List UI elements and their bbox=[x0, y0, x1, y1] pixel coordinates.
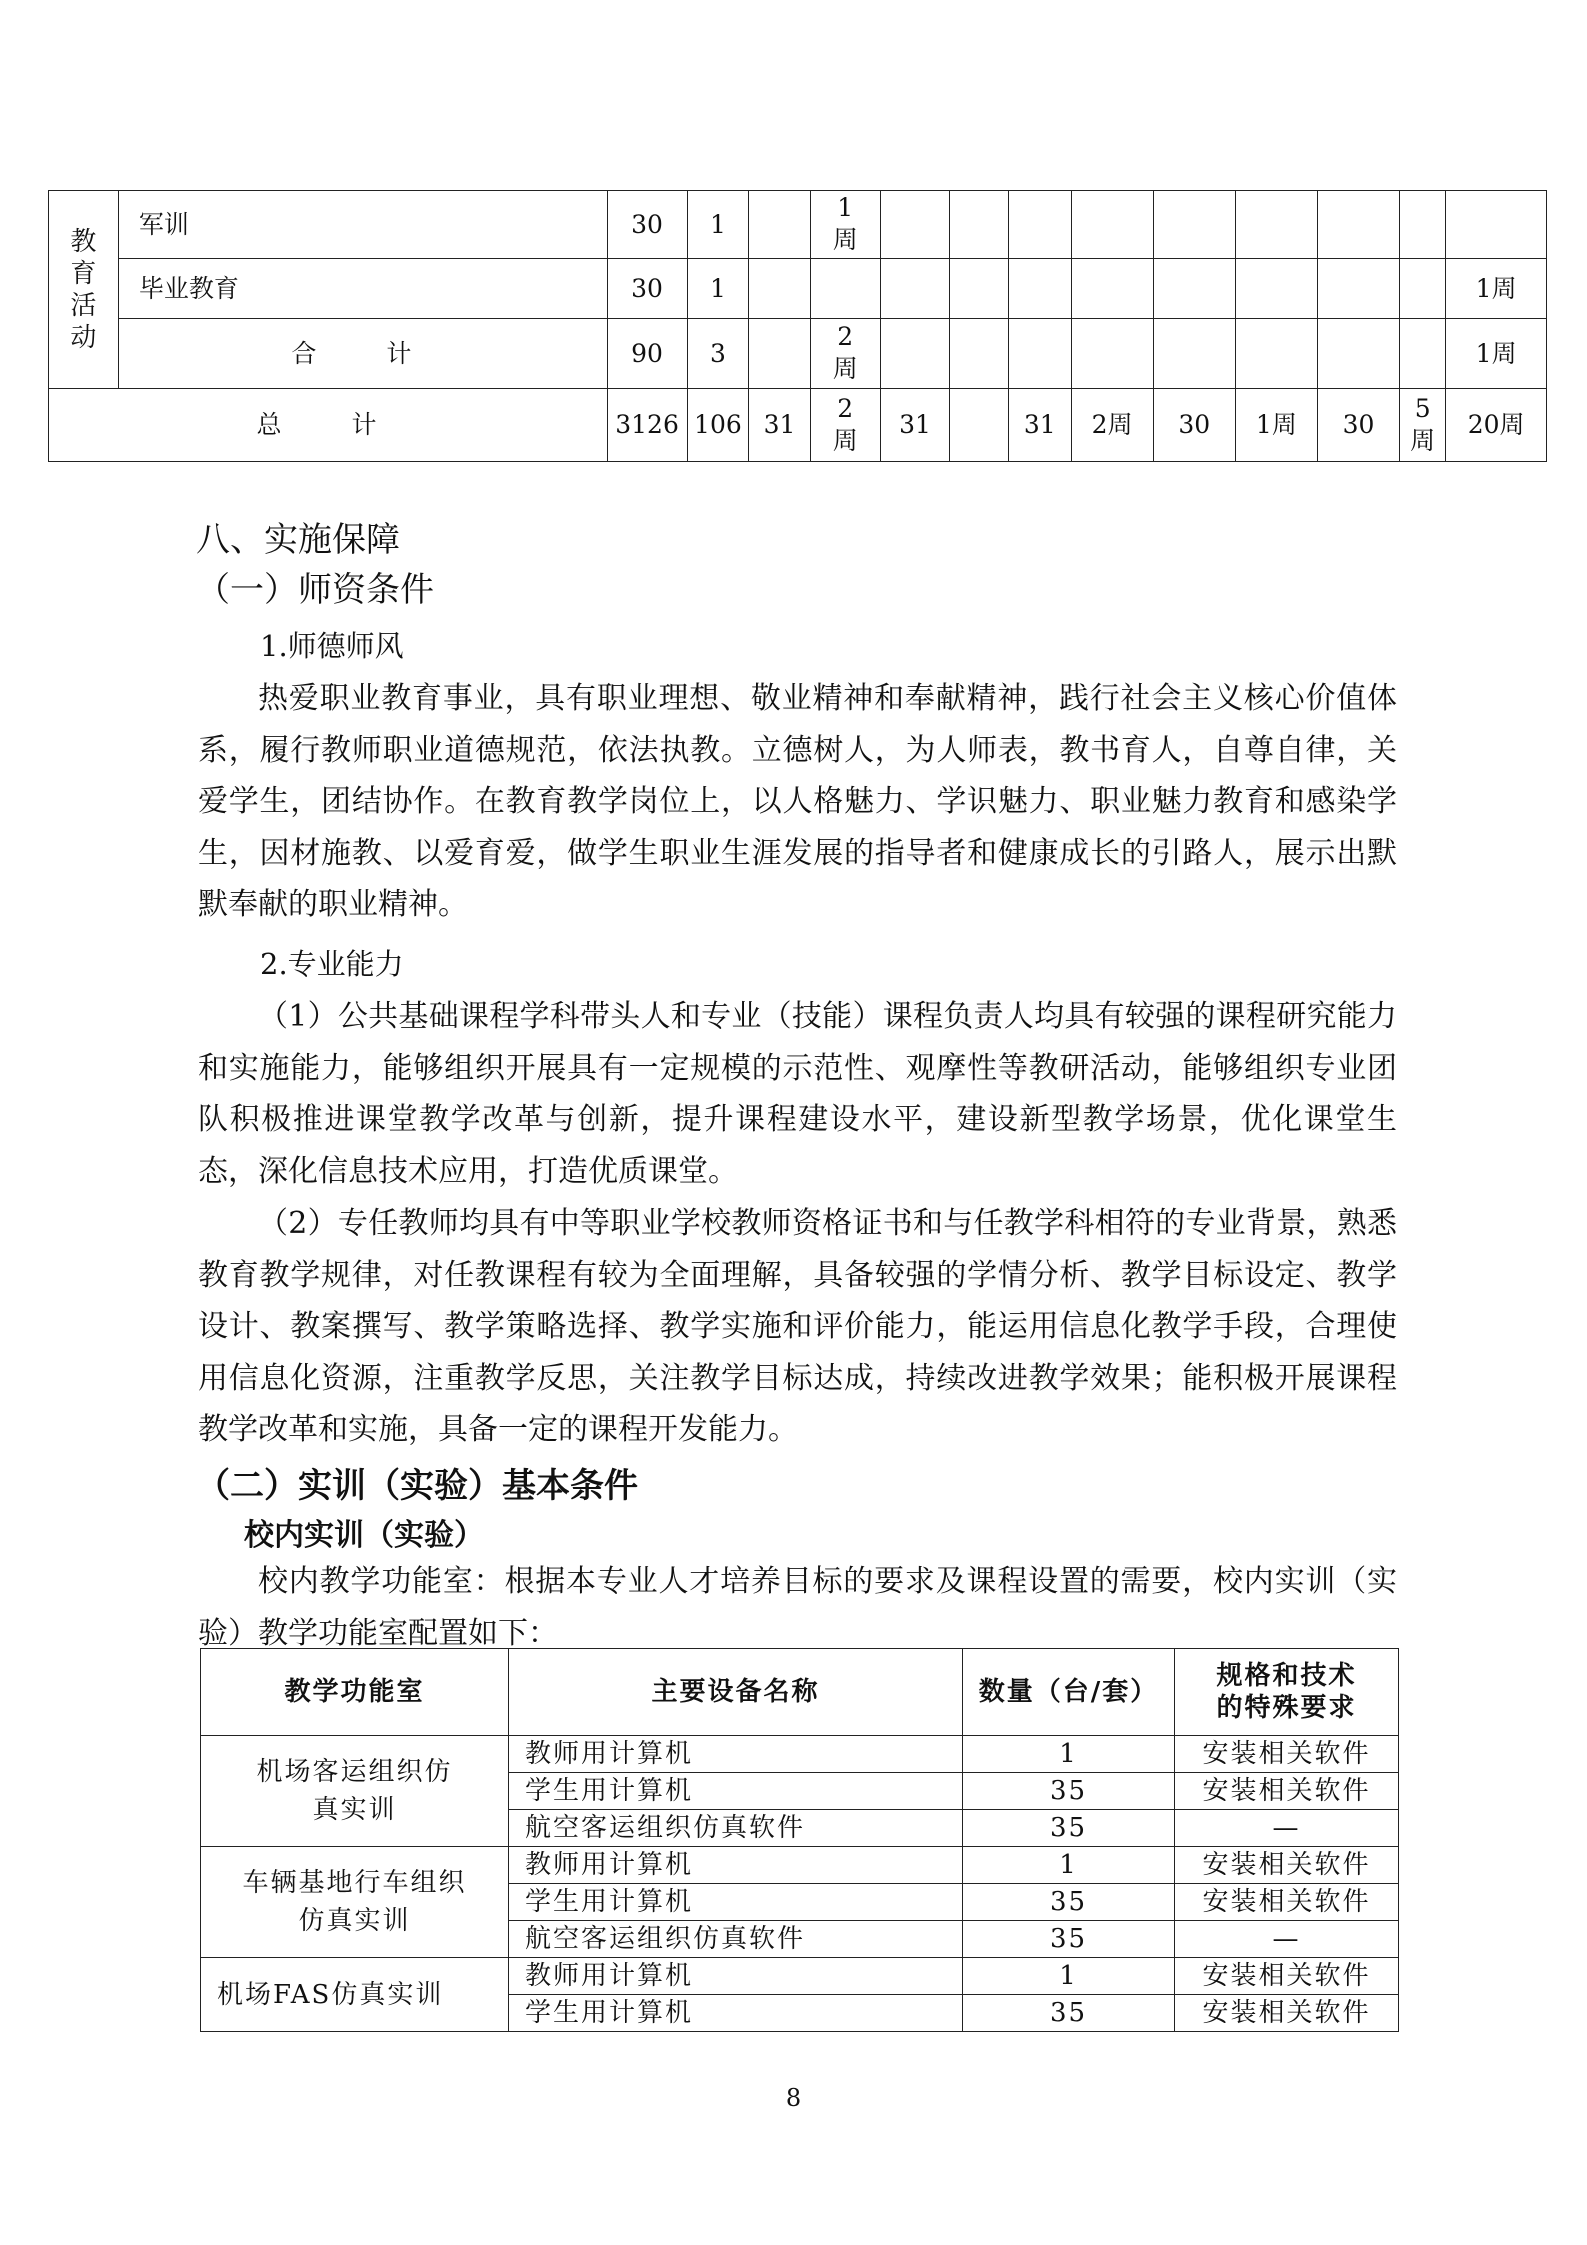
table-row bbox=[49, 319, 1547, 389]
cell bbox=[1235, 191, 1317, 259]
cell bbox=[810, 259, 880, 319]
cell: 30 bbox=[1317, 389, 1399, 462]
quantity-cell: 35 bbox=[963, 1884, 1175, 1921]
spec-cell: 安装相关软件 bbox=[1175, 1773, 1399, 1810]
room-name-cell: 机场FAS仿真实训 bbox=[201, 1958, 509, 2032]
section-heading: 八、实施保障 bbox=[196, 520, 400, 560]
room-name-cell: 车辆基地行车组织仿真实训 bbox=[201, 1847, 509, 1958]
total-row bbox=[49, 389, 1547, 462]
column-header: 教学功能室 bbox=[201, 1649, 509, 1736]
cell bbox=[950, 319, 1009, 389]
cell: 1 bbox=[687, 191, 749, 259]
spec-cell: — bbox=[1175, 1810, 1399, 1847]
cell bbox=[1400, 191, 1446, 259]
subsection-heading-faculty: （一）师资条件 bbox=[196, 570, 434, 610]
table-row bbox=[49, 191, 1547, 259]
cell bbox=[1153, 191, 1235, 259]
equipment-name-cell: 航空客运组织仿真软件 bbox=[509, 1810, 963, 1847]
table-header-row bbox=[201, 1649, 1399, 1736]
room-name-cell: 机场客运组织仿真实训 bbox=[201, 1736, 509, 1847]
cell bbox=[950, 259, 1009, 319]
equipment-name-cell: 教师用计算机 bbox=[509, 1847, 963, 1884]
cell bbox=[1153, 259, 1235, 319]
quantity-cell: 1 bbox=[963, 1736, 1175, 1773]
schedule-table bbox=[48, 190, 1547, 462]
cell: 31 bbox=[880, 389, 950, 462]
item-heading-onsite: 校内实训（实验） bbox=[244, 1518, 484, 1553]
quantity-cell: 35 bbox=[963, 1995, 1175, 2032]
equipment-table bbox=[200, 1648, 1399, 2032]
cell: 3126 bbox=[607, 389, 687, 462]
cell bbox=[1317, 319, 1399, 389]
paragraph-ability-1: （1）公共基础课程学科带头人和专业（技能）课程负责人均具有较强的课程研究能力和实施能力，能够组织开展具有一定规模的示范性、观摩性等教研活动，能够组织专业团队积极推进课堂教学改革与创新，提升课程建设水平，建设新型教学场景，优化课堂生态，深化信息技术应用，打造优质课堂。 bbox=[198, 999, 1397, 1189]
quantity-cell: 35 bbox=[963, 1773, 1175, 1810]
item-heading-ability: 2.专业能力 bbox=[260, 947, 404, 981]
cell: 31 bbox=[749, 389, 811, 462]
cell bbox=[749, 259, 811, 319]
equipment-name-cell: 学生用计算机 bbox=[509, 1773, 963, 1810]
quantity-cell: 35 bbox=[963, 1921, 1175, 1958]
quantity-cell: 1 bbox=[963, 1847, 1175, 1884]
cell: 20周 bbox=[1446, 389, 1547, 462]
row-name-cell: 军训 bbox=[118, 191, 607, 259]
equipment-name-cell: 学生用计算机 bbox=[509, 1884, 963, 1921]
spec-cell: 安装相关软件 bbox=[1175, 1995, 1399, 2032]
cell bbox=[1400, 259, 1446, 319]
paragraph-onsite-intro: 校内教学功能室：根据本专业人才培养目标的要求及课程设置的需要，校内实训（实验）教学功能室配置如下： bbox=[198, 1564, 1397, 1651]
cell bbox=[1008, 191, 1071, 259]
column-header: 数量（台/套） bbox=[963, 1649, 1175, 1736]
cell bbox=[1008, 319, 1071, 389]
cell: 1周 bbox=[1446, 259, 1547, 319]
cell bbox=[1317, 191, 1399, 259]
spec-cell: 安装相关软件 bbox=[1175, 1884, 1399, 1921]
column-header: 规格和技术的特殊要求 bbox=[1175, 1649, 1399, 1736]
cell: 30 bbox=[1153, 389, 1235, 462]
page-number: 8 bbox=[785, 2084, 802, 2112]
cell: 1周 bbox=[1235, 389, 1317, 462]
cell bbox=[1317, 259, 1399, 319]
subtotal-label-cell: 合 计 bbox=[118, 319, 607, 389]
cell bbox=[1008, 259, 1071, 319]
cell bbox=[1071, 319, 1153, 389]
cell: 1周 bbox=[1446, 319, 1547, 389]
spec-cell: — bbox=[1175, 1921, 1399, 1958]
cell bbox=[1446, 191, 1547, 259]
paragraph-ability-2: （2）专任教师均具有中等职业学校教师资格证书和与任教学科相符的专业背景，熟悉教育教学规律，对任教课程有较为全面理解，具备较强的学情分析、教学目标设定、教学设计、教案撰写、教学策略选择、教学实施和评价能力，能运用信息化教学手段，合理使用信息化资源，注重教学反思，关注教学目标达成，持续改进教学效果；能积极开展课程教学改革和实施，具备一定的课程开发能力。 bbox=[198, 1206, 1397, 1447]
table-row bbox=[201, 1958, 1399, 1995]
cell bbox=[1153, 319, 1235, 389]
table-row bbox=[201, 1847, 1399, 1884]
cell: 2周 bbox=[810, 319, 880, 389]
item-heading-ethics: 1.师德师风 bbox=[260, 629, 404, 663]
equipment-name-cell: 教师用计算机 bbox=[509, 1958, 963, 1995]
cell: 5周 bbox=[1400, 389, 1446, 462]
cell bbox=[1235, 259, 1317, 319]
spec-cell: 安装相关软件 bbox=[1175, 1736, 1399, 1773]
table-row bbox=[201, 1736, 1399, 1773]
cell: 90 bbox=[607, 319, 687, 389]
table-row bbox=[49, 259, 1547, 319]
cell: 106 bbox=[687, 389, 749, 462]
cell bbox=[1071, 259, 1153, 319]
cell bbox=[950, 389, 1009, 462]
cell: 30 bbox=[607, 191, 687, 259]
cell: 2周 bbox=[810, 389, 880, 462]
spec-cell: 安装相关软件 bbox=[1175, 1958, 1399, 1995]
spec-cell: 安装相关软件 bbox=[1175, 1847, 1399, 1884]
paragraph-ethics: 热爱职业教育事业，具有职业理想、敬业精神和奉献精神，践行社会主义核心价值体系，履行教师职业道德规范，依法执教。立德树人，为人师表，教书育人，自尊自律，关爱学生，团结协作。在教育教学岗位上，以人格魅力、学识魅力、职业魅力教育和感染学生，因材施教、以爱育爱，做学生职业生涯发展的指导者和健康成长的引路人，展示出默默奉献的职业精神。 bbox=[198, 681, 1397, 922]
column-header: 主要设备名称 bbox=[509, 1649, 963, 1736]
cell: 1周 bbox=[810, 191, 880, 259]
cell bbox=[1400, 319, 1446, 389]
equipment-name-cell: 学生用计算机 bbox=[509, 1995, 963, 2032]
total-label-cell: 总 计 bbox=[49, 389, 608, 462]
equipment-name-cell: 航空客运组织仿真软件 bbox=[509, 1921, 963, 1958]
cell bbox=[749, 319, 811, 389]
cell: 2周 bbox=[1071, 389, 1153, 462]
cell bbox=[880, 259, 950, 319]
cell: 1 bbox=[687, 259, 749, 319]
equipment-name-cell: 教师用计算机 bbox=[509, 1736, 963, 1773]
quantity-cell: 1 bbox=[963, 1958, 1175, 1995]
row-name-cell: 毕业教育 bbox=[118, 259, 607, 319]
cell bbox=[880, 319, 950, 389]
cell bbox=[1235, 319, 1317, 389]
cell: 31 bbox=[1008, 389, 1071, 462]
cell bbox=[880, 191, 950, 259]
group-label-cell: 教育活动 bbox=[49, 191, 119, 389]
cell bbox=[950, 191, 1009, 259]
subsection-heading-training: （二）实训（实验）基本条件 bbox=[196, 1466, 638, 1506]
quantity-cell: 35 bbox=[963, 1810, 1175, 1847]
cell bbox=[1071, 191, 1153, 259]
cell bbox=[749, 191, 811, 259]
cell: 30 bbox=[607, 259, 687, 319]
cell: 3 bbox=[687, 319, 749, 389]
